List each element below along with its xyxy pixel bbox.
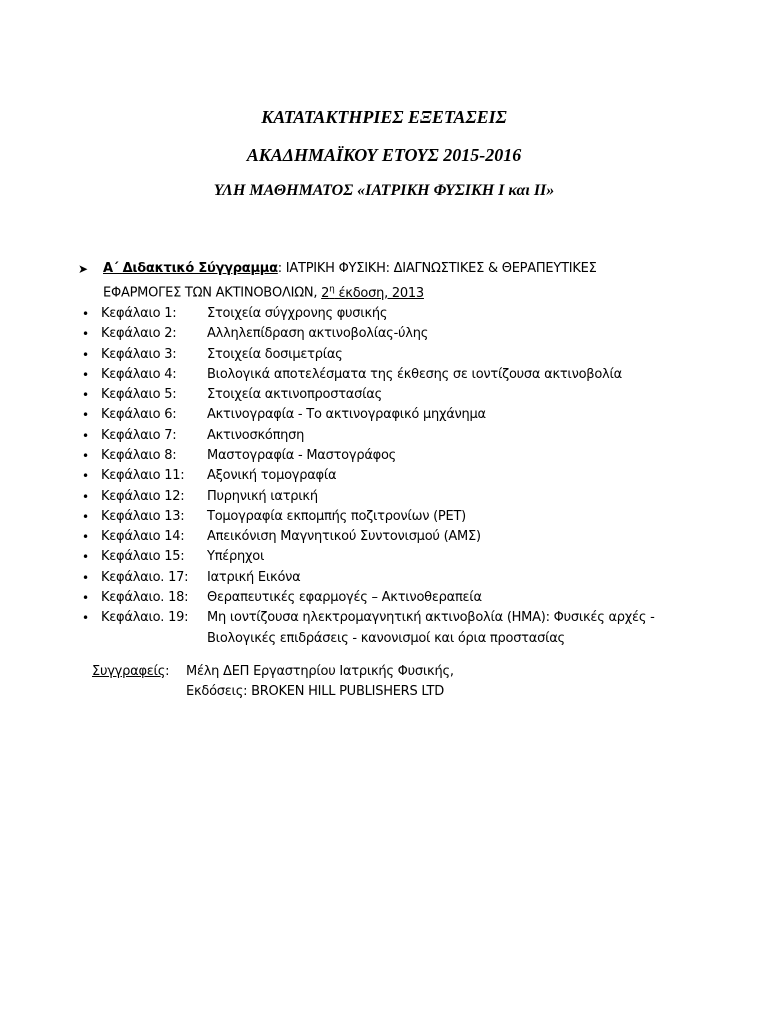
chapter-number: Κεφάλαιο. 19:: [101, 610, 189, 626]
chapter-number: Κεφάλαιο 5:: [101, 387, 177, 403]
chapter-title: Βιολογικά αποτελέσματα της έκθεσης σε ιοντίζουσα ακτινοβολία: [207, 366, 622, 382]
chapter-number: Κεφάλαιο 1:: [101, 305, 177, 321]
chapter-item: [82, 385, 678, 405]
bullet-icon: •: [82, 449, 89, 463]
bullet-icon: •: [82, 388, 89, 403]
authors-value: Μέλη ΔΕΠ Εργαστηρίου Ιατρικής Φυσικής,: [186, 664, 454, 679]
authors-label: Συγγραφείς: [92, 664, 166, 679]
chapter-number: Κεφάλαιο 6:: [101, 407, 177, 423]
chapter-item: [82, 507, 678, 527]
chapter-item: [82, 365, 678, 385]
chapter-item: [82, 324, 678, 344]
bullet-icon: •: [82, 550, 89, 565]
document-header: [0, 107, 768, 200]
chapter-item: [82, 426, 678, 446]
textbook-title-line1: ΙΑΤΡΙΚΗ ΦΥΣΙΚΗ: ΔΙΑΓΝΩΣΤΙΚΕΣ & ΘΕΡΑΠΕΥΤΙΚΕΣ: [285, 261, 597, 276]
edition-year: έκδοση, 2013: [334, 285, 424, 301]
chapter-item: [82, 345, 678, 365]
chapter-number: Κεφάλαιο 12:: [101, 488, 185, 504]
chapter-number: Κεφάλαιο 15:: [101, 549, 185, 565]
chapter-number: Κεφάλαιο 8:: [101, 448, 177, 463]
textbook-title-line2: ΕΦΑΡΜΟΓΕΣ ΤΩΝ ΑΚΤΙΝΟΒΟΛΙΩΝ,: [103, 285, 322, 301]
chapter-title: Μη ιοντίζουσα ηλεκτρομαγνητική ακτινοβολία (ΗΜΑ): Φυσικές αρχές - Βιολογικές επιδράσεις - κανονισμοί και όρια προστασίας: [207, 610, 655, 646]
chapter-title: Στοιχεία ακτινοπροστασίας: [207, 387, 382, 403]
chapter-title: Ακτινοσκόπηση: [207, 427, 305, 443]
bullet-icon: •: [82, 611, 89, 626]
chapter-number: Κεφάλαιο 11:: [101, 468, 185, 484]
academic-year: ΑΚΑΔΗΜΑΪΚΟΥ ΕΤΟΥΣ 2015-2016: [246, 145, 522, 165]
chapter-item: [82, 466, 678, 486]
bullet-icon: •: [82, 408, 89, 423]
bullet-icon: •: [82, 367, 89, 382]
bullet-icon: •: [82, 428, 89, 443]
chapter-number: Κεφάλαιο 13:: [101, 508, 185, 524]
chapter-title: Τομογραφία εκπομπής ποζιτρονίων (PET): [207, 508, 466, 524]
bullet-icon: •: [82, 489, 89, 504]
bullet-icon: •: [82, 591, 89, 606]
chapter-number: Κεφάλαιο 2:: [101, 326, 177, 342]
edition-superscript: η: [329, 284, 335, 295]
bullet-icon: •: [82, 509, 89, 524]
chapter-item: [82, 446, 678, 466]
course-syllabus-title: ΥΛΗ ΜΑΘΗΜΑΤΟΣ «ΙΑΤΡΙΚΗ ΦΥΣΙΚΗ Ι και ΙΙ»: [213, 182, 555, 199]
chapter-item: [82, 527, 678, 547]
chapter-item: [82, 568, 678, 588]
bullet-icon: •: [82, 570, 89, 585]
chapter-title: Αλληλεπίδραση ακτινοβολίας-ύλης: [207, 326, 429, 342]
textbook-entry: [78, 259, 678, 304]
edition-number: 2: [321, 285, 330, 301]
chapter-title: Στοιχεία σύγχρονης φυσικής: [207, 305, 388, 321]
bullet-icon: •: [82, 327, 89, 342]
chapter-title: Θεραπευτικές εφαρμογές – Ακτινοθεραπεία: [207, 590, 482, 606]
chapter-number: Κεφάλαιο 4:: [101, 366, 177, 382]
arrow-bullet-icon: ➤: [78, 262, 88, 276]
exam-title: ΚΑΤΑΤΑΚΤΗΡΙΕΣ ΕΞΕΤΑΣΕΙΣ: [261, 107, 507, 127]
chapter-number: Κεφάλαιο 14:: [101, 529, 185, 545]
authors-label-wrap: [92, 662, 186, 682]
chapter-item: [82, 487, 678, 507]
chapter-number: Κεφάλαιο 7:: [101, 427, 177, 443]
chapter-title: Πυρηνική ιατρική: [207, 488, 318, 504]
textbook-edition: [321, 286, 424, 301]
publisher-indent: [92, 682, 186, 702]
chapter-list: [78, 304, 678, 649]
bullet-icon: •: [82, 347, 89, 362]
bullet-icon: •: [82, 530, 89, 545]
chapter-title: Υπέρηχοι: [207, 549, 265, 565]
authors-row: [92, 662, 454, 682]
bullet-icon: •: [82, 469, 89, 484]
chapter-title: Στοιχεία δοσιμετρίας: [207, 346, 343, 362]
authors-colon: :: [165, 664, 170, 679]
chapter-title: Απεικόνιση Μαγνητικού Συντονισμού (ΑΜΣ): [207, 529, 481, 545]
textbook-label: Α΄ Διδακτικό Σύγγραμμα: [103, 261, 278, 276]
chapter-item: [82, 608, 678, 649]
chapter-title: Αξονική τομογραφία: [207, 468, 337, 484]
publisher-row: [92, 682, 454, 702]
bullet-icon: •: [82, 306, 89, 321]
chapter-number: Κεφάλαιο 3:: [101, 346, 177, 362]
chapter-title: Ακτινογραφία - Το ακτινογραφικό μηχάνημα: [207, 407, 486, 423]
chapter-title: Ιατρική Εικόνα: [207, 569, 301, 585]
chapter-title: Μαστογραφία - Μαστογράφος: [207, 448, 397, 463]
chapter-item: [82, 547, 678, 567]
chapter-number: Κεφάλαιο. 17:: [101, 569, 189, 585]
chapter-item: [82, 304, 678, 324]
textbook-colon: :: [277, 261, 286, 276]
chapter-item: [82, 405, 678, 425]
chapter-number: Κεφάλαιο. 18:: [101, 590, 189, 606]
textbook-section: [78, 259, 678, 649]
authors-section: [92, 662, 454, 703]
publisher-value: Εκδόσεις: BROKEN HILL PUBLISHERS LTD: [186, 684, 445, 700]
chapter-item: [82, 588, 678, 608]
